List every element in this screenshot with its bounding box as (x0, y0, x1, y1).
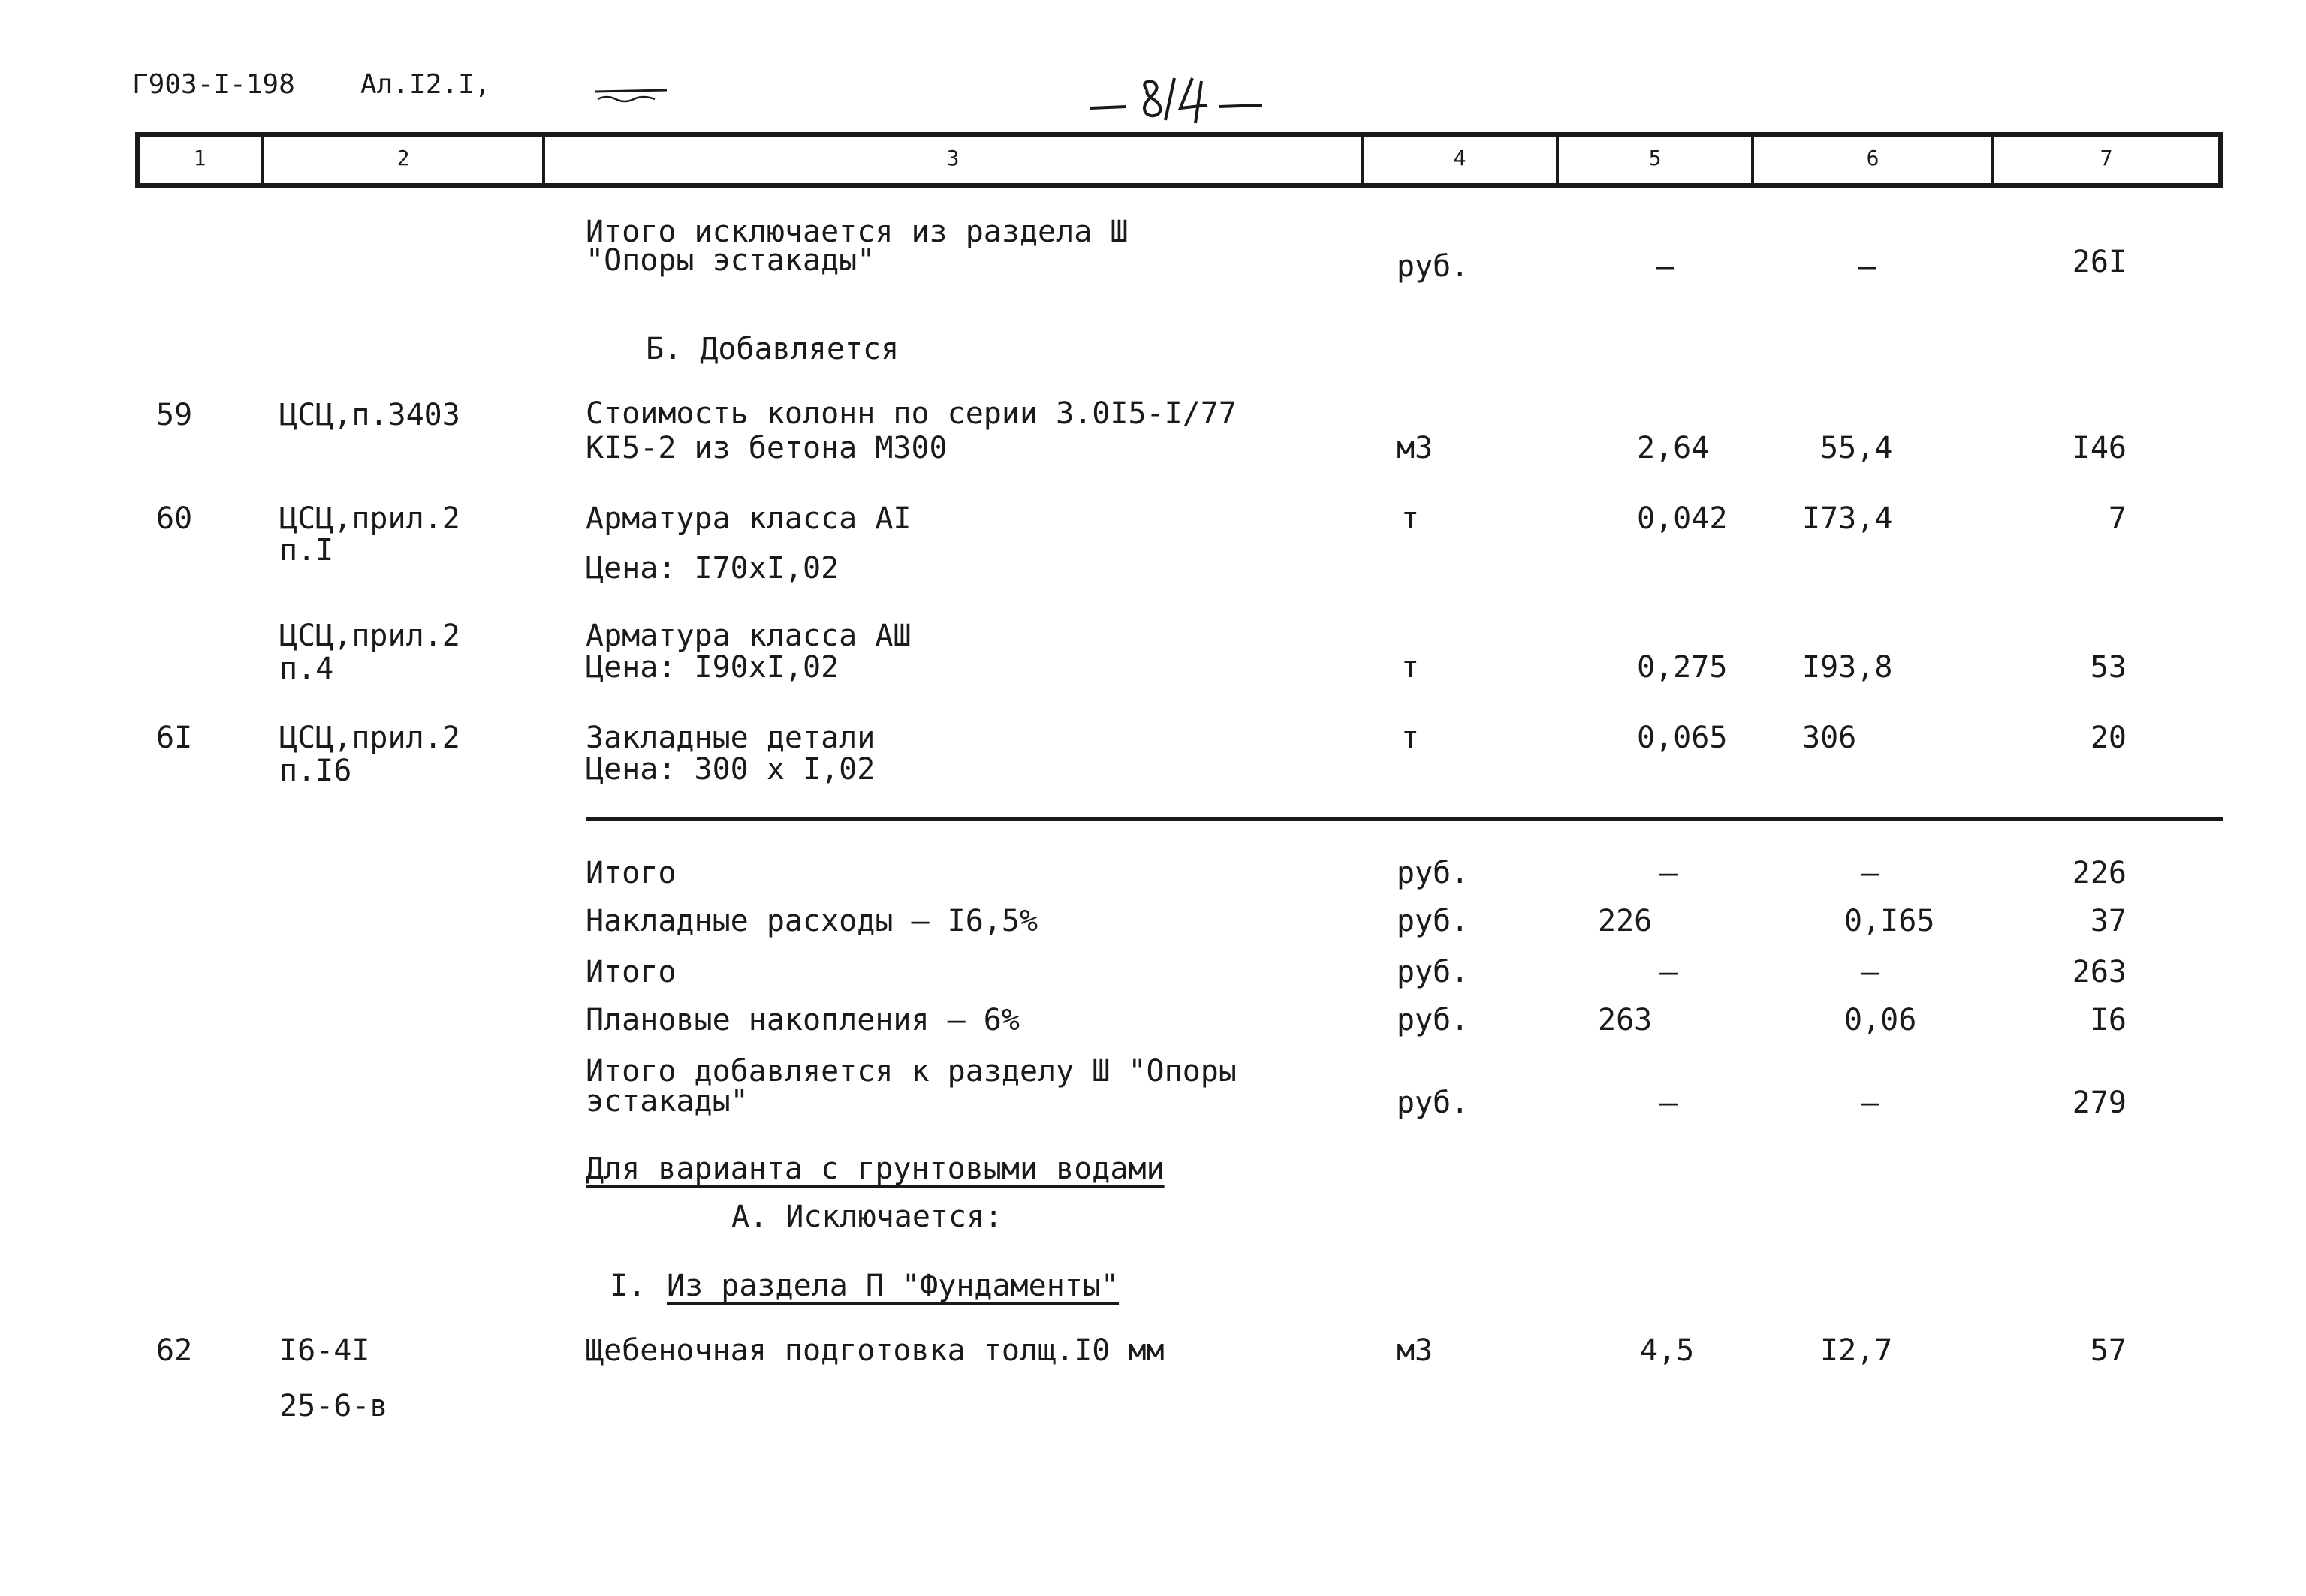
row-description: Итого исключается из раздела Ш (586, 213, 1129, 249)
summary-unit: руб. (1397, 902, 1470, 938)
column-header: 3 (946, 147, 960, 171)
row-price: I2,7 (1820, 1332, 1893, 1368)
header-bottom-rule (135, 183, 2223, 187)
summary-price: – (1861, 953, 1879, 989)
row-quantity: 0,042 (1637, 500, 1728, 536)
summary-unit: руб. (1397, 854, 1470, 890)
column-header: 2 (396, 147, 410, 171)
summary-total: 37 (2090, 902, 2127, 938)
row-reference: п.I (279, 531, 334, 568)
row-description: Арматура класса АI (586, 500, 912, 536)
row-total: 20 (2090, 719, 2127, 755)
row-reference: п.I6 (279, 752, 352, 788)
row-reference: ЦСЦ,прил.2 (279, 617, 460, 653)
final-description: Итого добавляется к разделу Ш "Опоры (586, 1052, 1237, 1089)
summary-label: Накладные расходы – I6,5% (586, 902, 1038, 938)
row-quantity: 0,065 (1637, 719, 1728, 755)
column-header: 7 (2100, 147, 2113, 171)
final-description: эстакады" (586, 1083, 749, 1119)
header-col-divider (2218, 132, 2222, 186)
summary-label: Плановые накопления – 6% (586, 1001, 1020, 1037)
column-header: 5 (1648, 147, 1662, 171)
row-description: Арматура класса АШ (586, 617, 912, 653)
row-description: Цена: I70хI,02 (586, 550, 840, 586)
row-total: I46 (2072, 429, 2127, 465)
summary-total: 226 (2072, 854, 2127, 890)
summary-unit: руб. (1397, 1001, 1470, 1037)
row-reference: 25-6-в (279, 1387, 388, 1423)
row-reference: I6-4I (279, 1332, 370, 1368)
column-header: 6 (1866, 147, 1879, 171)
document-code: Г903-I-198 (132, 69, 295, 101)
row-reference: ЦСЦ,прил.2 (279, 500, 460, 536)
row-price: – (1858, 248, 1876, 284)
row-number: 6I (156, 719, 193, 755)
row-price: I93,8 (1802, 649, 1893, 685)
row-number: 60 (156, 500, 193, 536)
handwritten-page-number (1081, 60, 1292, 128)
row-quantity: 2,64 (1637, 429, 1710, 465)
row-quantity: – (1656, 248, 1675, 284)
final-quantity: – (1659, 1084, 1678, 1120)
row-reference: п.4 (279, 650, 334, 686)
row-description: Цена: 300 х I,02 (586, 751, 876, 787)
variant-subheading: А. Исключается: (731, 1198, 1003, 1234)
row-reference: ЦСЦ,п.3403 (279, 396, 460, 432)
row-reference: ЦСЦ,прил.2 (279, 719, 460, 755)
row-quantity: 0,275 (1637, 649, 1728, 685)
summary-label: Итого (586, 854, 677, 890)
row-quantity: 4,5 (1640, 1332, 1695, 1368)
row-description: КI5-2 из бетона М300 (586, 429, 948, 465)
row-unit: м3 (1397, 1332, 1433, 1368)
row-description: "Опоры эстакады" (586, 242, 876, 278)
column-header: 1 (193, 147, 206, 171)
summary-quantity: – (1659, 854, 1678, 890)
summary-unit: руб. (1397, 953, 1470, 989)
final-total: 279 (2072, 1084, 2127, 1120)
summary-price: – (1861, 854, 1879, 890)
row-number: 59 (156, 396, 193, 432)
column-header: 4 (1453, 147, 1466, 171)
summary-price: 0,I65 (1844, 902, 1935, 938)
row-unit: руб. (1397, 248, 1470, 284)
row-price: I73,4 (1802, 500, 1893, 536)
summary-total: 263 (2072, 953, 2127, 989)
row-unit: т (1401, 649, 1420, 685)
final-price: – (1861, 1084, 1879, 1120)
album-ref: Ал.I2.I, (360, 69, 491, 101)
row-total: 57 (2090, 1332, 2127, 1368)
header-top-rule (135, 132, 2223, 136)
summary-price: 0,06 (1844, 1001, 1917, 1037)
row-unit: т (1401, 500, 1420, 536)
row-total: 7 (2108, 500, 2127, 536)
summary-label: Итого (586, 953, 677, 989)
row-unit: м3 (1397, 429, 1433, 465)
row-total: 26I (2072, 243, 2127, 279)
row-price: 55,4 (1820, 429, 1893, 465)
row-description: Цена: I90хI,02 (586, 649, 840, 685)
summary-quantity: 263 (1598, 1001, 1653, 1037)
section-heading: Б. Добавляется (646, 330, 900, 366)
row-number: 62 (156, 1332, 193, 1368)
summary-total: I6 (2090, 1001, 2127, 1037)
row-unit: т (1401, 719, 1420, 755)
illegible-scribble (595, 78, 667, 96)
variant-heading: Для варианта с грунтовыми водами (586, 1150, 1165, 1186)
row-description: Щебеночная подготовка толщ.I0 мм (586, 1332, 1165, 1368)
row-total: 53 (2090, 649, 2127, 685)
section-title: Из раздела П "Фундаменты" (667, 1267, 1120, 1303)
row-description: Стоимость колонн по серии 3.0I5-I/77 (586, 395, 1237, 431)
summary-quantity: 226 (1598, 902, 1653, 938)
row-description: Закладные детали (586, 719, 876, 755)
row-price: 306 (1802, 719, 1857, 755)
summary-quantity: – (1659, 953, 1678, 989)
final-unit: руб. (1397, 1084, 1470, 1120)
summary-divider (586, 817, 2223, 821)
section-number: I. (610, 1267, 647, 1303)
